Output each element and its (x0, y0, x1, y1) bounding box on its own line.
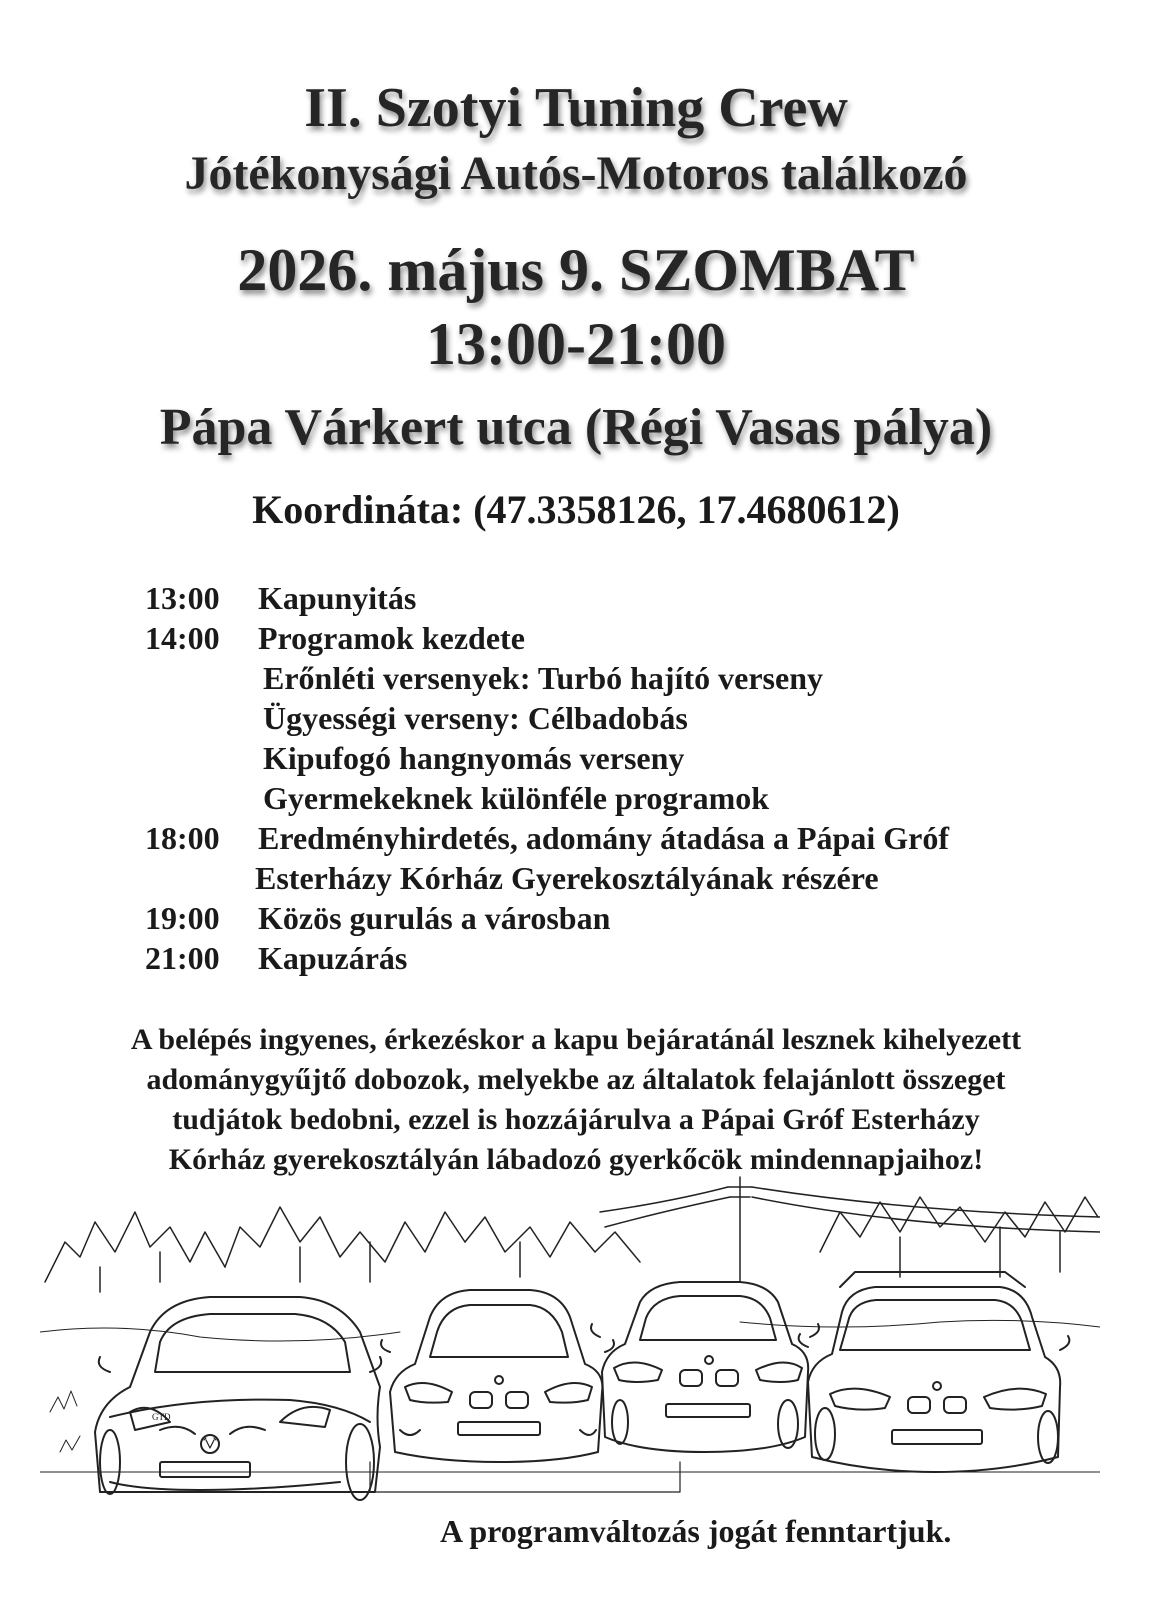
schedule-text: Eredményhirdetés, adomány átadása a Pápai Gróf (258, 820, 949, 856)
cars-illustration (40, 1172, 1100, 1517)
schedule-subitem: Gyermekeknek különféle programok (263, 780, 770, 816)
car-golf-gtd-icon (95, 1297, 381, 1500)
schedule-text: Közös gurulás a városban (258, 900, 611, 936)
notice-line: Kórház gyerekosztályán lábadozó gyerkőcök mindennapjaihoz! (168, 1143, 984, 1176)
car-badge: GTD (152, 1412, 171, 1422)
trees-icon (40, 1197, 1100, 1452)
event-venue: Pápa Várkert utca (Régi Vasas pálya) (159, 399, 993, 456)
schedule-text: Programok kezdete (258, 620, 525, 656)
schedule-subitem: Kipufogó hangnyomás verseny (263, 740, 685, 776)
event-coordinates: Koordináta: (47.3358126, 17.4680612) (252, 487, 900, 532)
schedule-text: Kapunyitás (258, 580, 417, 616)
notice-line: adománygyűjtő dobozok, melyekbe az általatok felajánlott összeget (146, 1063, 1006, 1096)
car-bmw-touring-icon (799, 1272, 1070, 1472)
schedule-text: Kapuzárás (258, 940, 408, 976)
power-pole-icon (600, 1177, 1100, 1282)
event-title-line2: Jótékonysági Autós-Motoros találkozó (184, 147, 968, 200)
entry-notice (0, 1020, 1152, 1180)
schedule-time: 18:00 (145, 820, 220, 856)
event-time: 13:00-21:00 (426, 311, 726, 377)
notice-line: tudjátok bedobni, ezzel is hozzájárulva a Pápai Gróf Esterházy (172, 1103, 980, 1136)
schedule-text-continued: Esterházy Kórház Gyerekosztályának részére (255, 860, 879, 896)
notice-line: A belépés ingyenes, érkezéskor a kapu bejáratánál lesznek kihelyezett (130, 1023, 1022, 1056)
schedule-subitem: Erőnléti versenyek: Turbó hajító verseny (263, 660, 823, 696)
footer-disclaimer: A programváltozás jogát fenntartjuk. (440, 1513, 952, 1549)
schedule-subitem: Ügyességi verseny: Célbadobás (263, 700, 688, 736)
event-date: 2026. május 9. SZOMBAT (237, 237, 915, 303)
car-bmw-coupe-icon (591, 1282, 819, 1452)
schedule-time: 14:00 (145, 620, 220, 656)
schedule-time: 19:00 (145, 900, 220, 936)
car-bmw-sedan-icon (381, 1290, 614, 1462)
schedule-time: 21:00 (145, 940, 220, 976)
schedule-time: 13:00 (145, 580, 220, 616)
event-title-line1: II. Szotyi Tuning Crew (304, 77, 848, 139)
